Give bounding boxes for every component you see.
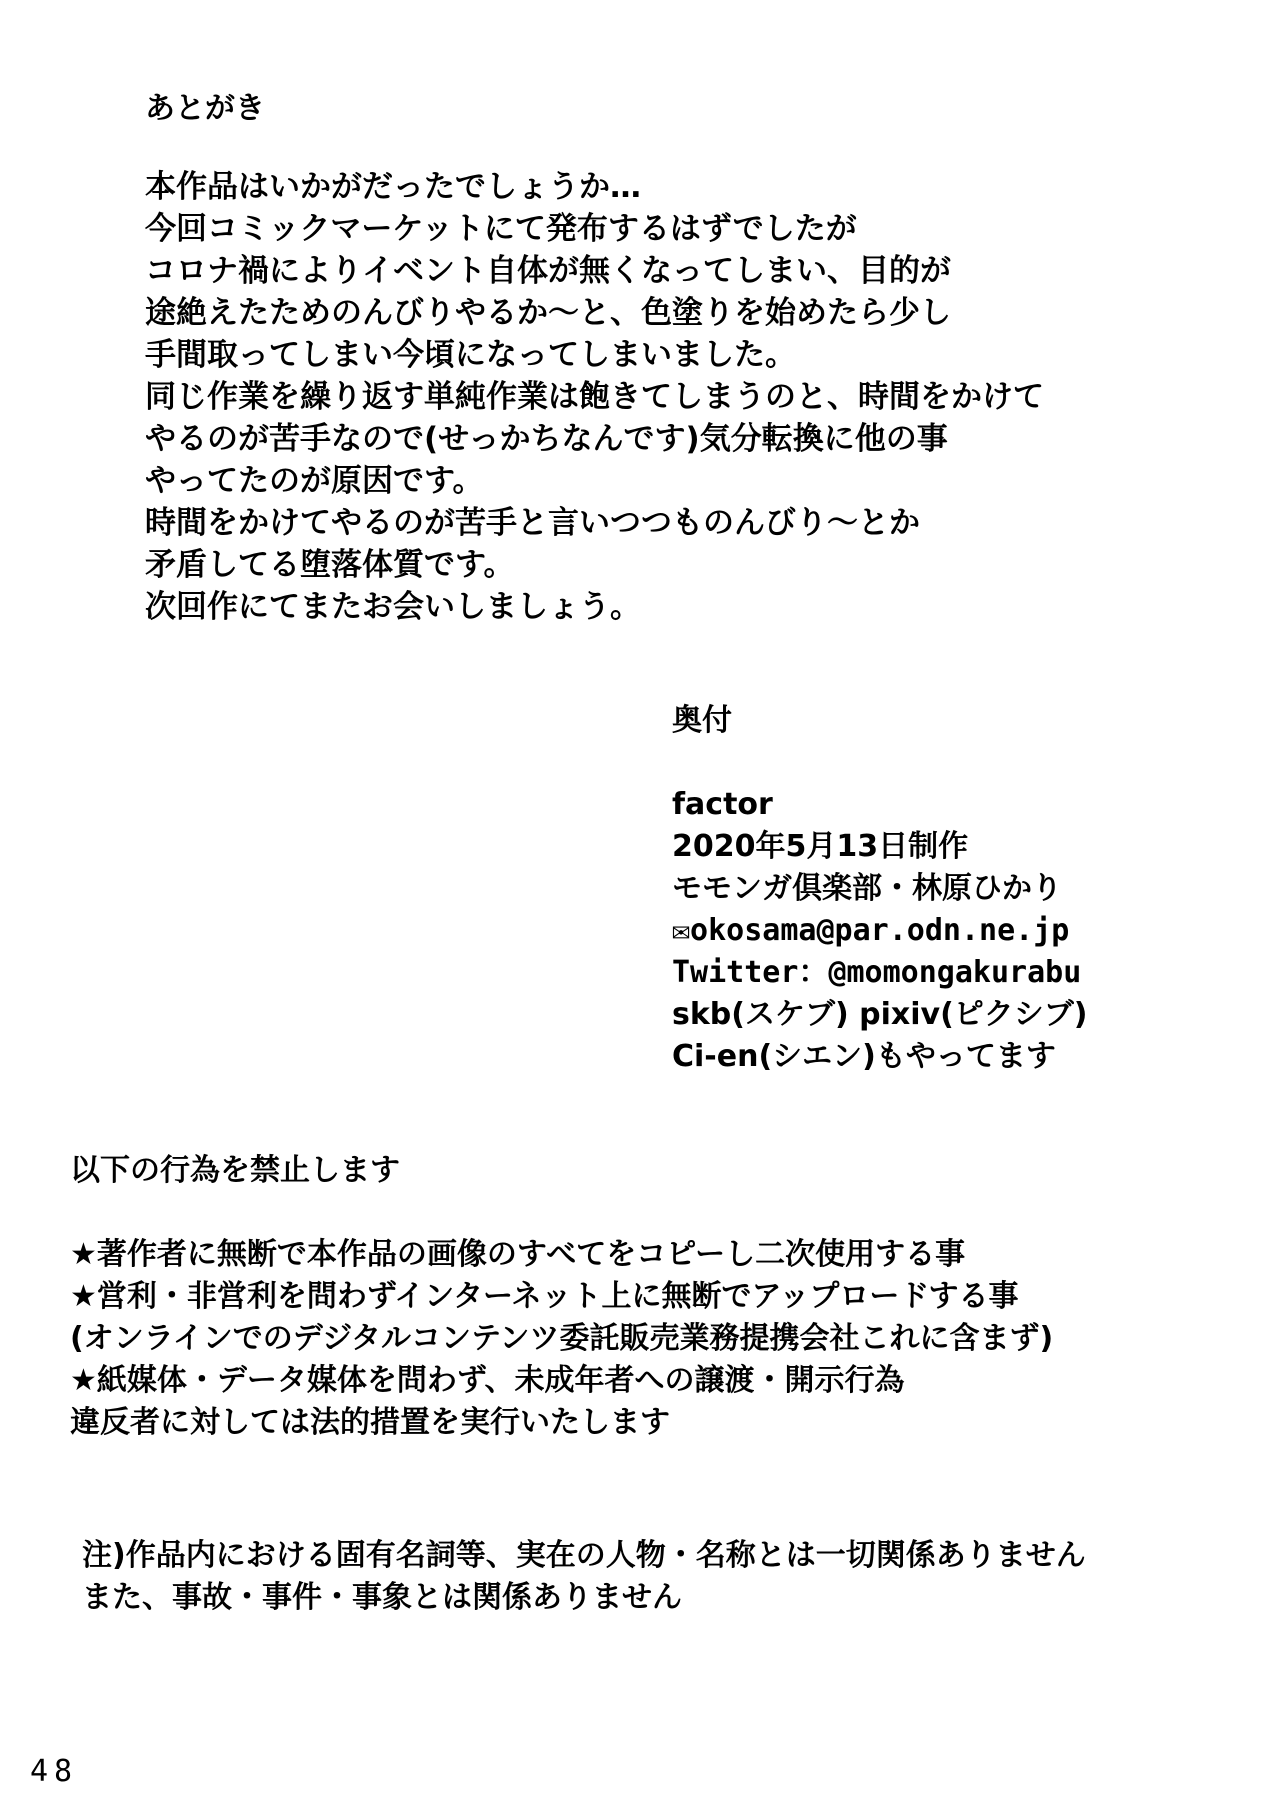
prohibition-item: ★紙媒体・データ媒体を問わず、未成年者への譲渡・開示行為 <box>70 1363 905 1398</box>
afterword-line: 矛盾してる堕落体質です。 <box>145 547 515 583</box>
afterword-line: 本作品はいかがだったでしょうか… <box>145 169 641 205</box>
prohibitions <box>70 1150 1053 1444</box>
disclaimer-line: 注)作品内における固有名詞等、実在の人物・名称とは一切関係ありません <box>82 1538 1086 1573</box>
prohibitions-heading: 以下の行為を禁止します <box>70 1153 400 1188</box>
afterword-heading: あとがき <box>145 91 265 126</box>
afterword-line: コロナ禍によりイベント自体が無くなってしまい、目的が <box>145 253 951 289</box>
afterword-line: 途絶えたためのんびりやるか～と、色塗りを始めたら少し <box>145 295 951 331</box>
afterword-body <box>145 166 1044 628</box>
colophon-title: factor <box>672 787 773 822</box>
disclaimer-notes <box>82 1535 1086 1619</box>
colophon-circle: モモンガ倶楽部・林原ひかり <box>672 871 1062 906</box>
afterword-line: やってたのが原因です。 <box>145 463 484 499</box>
afterword-line: 今回コミックマーケットにて発布するはずでしたが <box>145 211 857 247</box>
afterword-line: やるのが苦手なので(せっかちなんです)気分転換に他の事 <box>145 421 948 457</box>
afterword-line: 手間取ってしまい今頃になってしまいました。 <box>145 337 796 373</box>
prohibition-item: (オンラインでのデジタルコンテンツ委託販売業務提携会社これに含まず) <box>70 1321 1054 1356</box>
prohibition-item: ★営利・非営利を問わずインターネット上に無断でアップロードする事 <box>70 1279 1019 1314</box>
afterword-line: 時間をかけてやるのが苦手と言いつつものんびり～とか <box>145 505 920 541</box>
prohibition-warning: 違反者に対しては法的措置を実行いたします <box>70 1405 670 1440</box>
colophon-cien: Ci-en(シエン)もやってます <box>672 1039 1056 1074</box>
afterword-line: 同じ作業を繰り返す単純作業は飽きてしまうのと、時間をかけて <box>145 379 1044 415</box>
colophon-sites: skb(スケブ) pixiv(ピクシブ) <box>672 997 1088 1032</box>
afterword-line: 次回作にてまたお会いしましょう。 <box>145 589 641 625</box>
page-number: 48 <box>30 1754 79 1789</box>
prohibition-item: ★著作者に無断で本作品の画像のすべてをコピーし二次使用する事 <box>70 1237 966 1272</box>
disclaimer-line: また、事故・事件・事象とは関係ありません <box>82 1580 682 1615</box>
colophon-email: ✉okosama@par.odn.ne.jp <box>672 913 1070 948</box>
colophon-heading: 奥付 <box>672 703 732 738</box>
colophon-twitter: Twitter：@momongakurabu <box>672 955 1082 990</box>
colophon-date: 2020年5月13日制作 <box>672 829 969 864</box>
colophon <box>672 700 1088 1078</box>
